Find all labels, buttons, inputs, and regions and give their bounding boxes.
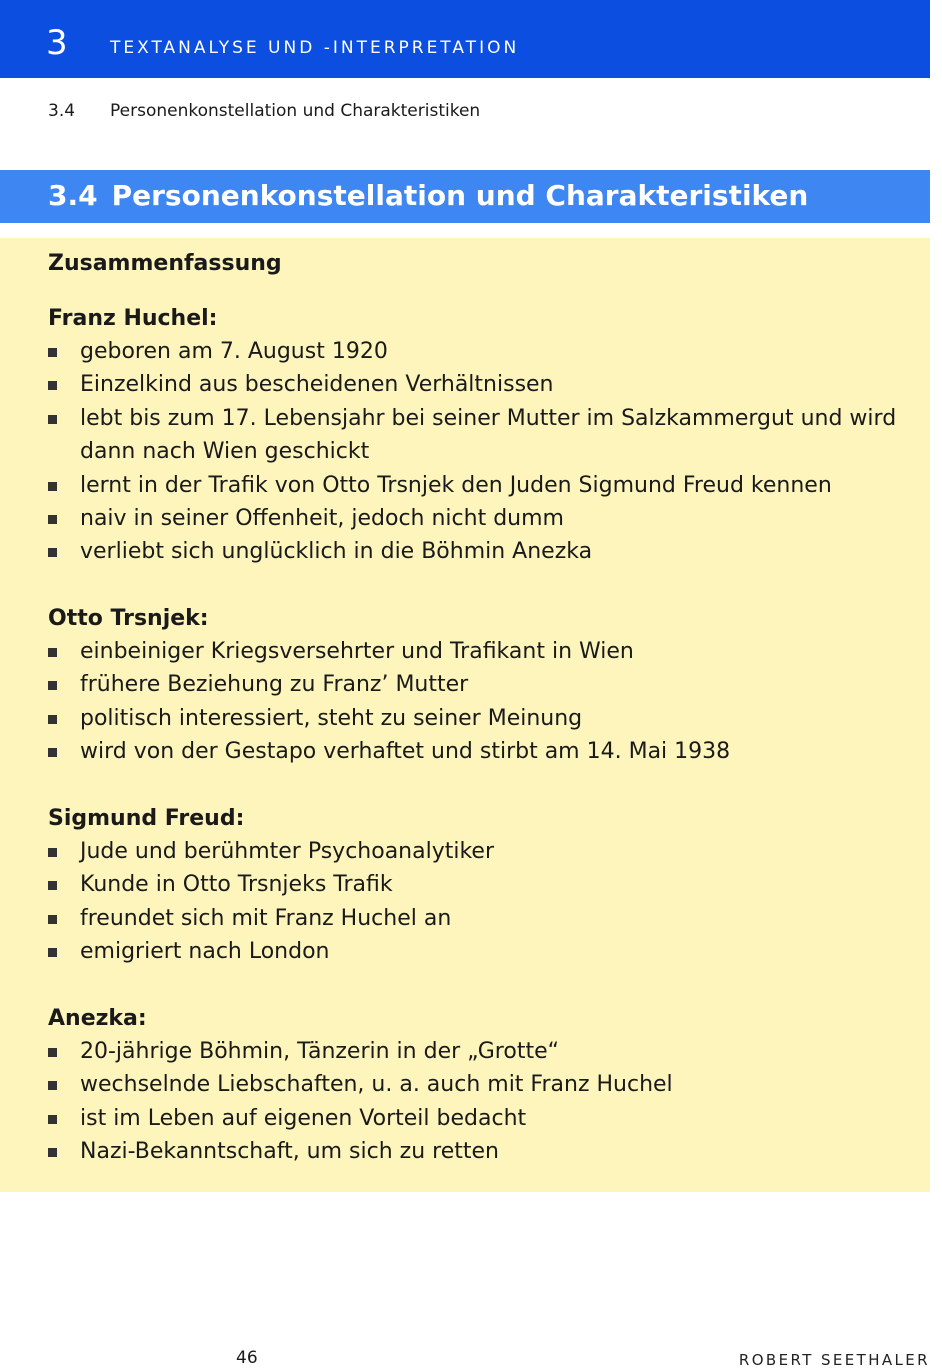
bullet-square-icon: [48, 881, 57, 890]
list-item: [48, 1068, 912, 1101]
list-item-text: Kunde in Otto Trsnjeks Trafik: [80, 872, 393, 898]
list-item-text: lebt bis zum 17. Lebensjahr bei seiner Mutter im Salzkammergut und wird dann nach Wien geschickt: [80, 405, 897, 465]
list-item-text: politisch interessiert, steht zu seiner Meinung: [80, 705, 583, 731]
list-item: [48, 469, 912, 502]
bullet-square-icon: [48, 415, 57, 424]
list-item: [48, 935, 912, 968]
list-item: [48, 735, 912, 768]
list-item: [48, 1035, 912, 1068]
bullet-square-icon: [48, 681, 57, 690]
bullet-square-icon: [48, 381, 57, 390]
bullet-list-sigmund-freud: [48, 835, 912, 969]
person-heading-otto-trsnjek: Otto Trsnjek:: [48, 606, 209, 631]
list-item: [48, 835, 912, 868]
list-item: [48, 402, 912, 469]
person-heading-franz-huchel: Franz Huchel:: [48, 306, 218, 331]
list-item-text: Nazi-Bekanntschaft, um sich zu retten: [80, 1139, 499, 1165]
list-item-text: ist im Leben auf eigenen Vorteil bedacht: [80, 1105, 527, 1131]
list-item-text: verliebt sich unglücklich in die Böhmin Anezka: [80, 539, 593, 565]
list-item: [48, 635, 912, 668]
list-item: [48, 1102, 912, 1135]
list-item-text: Einzelkind aus bescheidenen Verhältnissen: [80, 372, 554, 398]
list-item: [48, 668, 912, 701]
person-heading-sigmund-freud: Sigmund Freud:: [48, 806, 245, 831]
bullet-square-icon: [48, 482, 57, 491]
running-head-number: 3.4: [48, 101, 76, 121]
list-item-text: geboren am 7. August 1920: [80, 339, 388, 364]
list-item: [48, 535, 912, 568]
bullet-square-icon: [48, 515, 57, 524]
bullet-square-icon: [48, 1048, 57, 1057]
bullet-square-icon: [48, 1115, 57, 1124]
list-item-text: frühere Beziehung zu Franz’ Mutter: [80, 672, 469, 698]
bullet-list-franz-huchel: [48, 335, 912, 569]
bullet-square-icon: [48, 715, 57, 724]
list-item: [48, 368, 912, 401]
section-number: 3.4: [48, 179, 98, 212]
bullet-square-icon: [48, 848, 57, 857]
author-name: ROBERT SEETHALER: [738, 1351, 930, 1368]
bullet-square-icon: [48, 548, 57, 557]
list-item-text: naiv in seiner Offenheit, jedoch nicht dumm: [80, 506, 564, 532]
list-item-text: emigriert nach London: [80, 939, 330, 965]
list-item: [48, 502, 912, 535]
page-number: 46: [236, 1348, 258, 1368]
list-item-text: wird von der Gestapo verhaftet und stirbt am 14. Mai 1938: [80, 739, 731, 765]
list-item: [48, 902, 912, 935]
bullet-square-icon: [48, 948, 57, 957]
running-head-title: Personenkonstellation und Charakteristiken: [110, 101, 481, 121]
list-item: [48, 702, 912, 735]
bullet-square-icon: [48, 748, 57, 757]
bullet-square-icon: [48, 915, 57, 924]
bullet-square-icon: [48, 648, 57, 657]
bullet-list-otto-trsnjek: [48, 635, 912, 769]
bullet-square-icon: [48, 1148, 57, 1157]
section-title: [48, 180, 808, 212]
list-item-text: lernt in der Trafik von Otto Trsnjek den Juden Sigmund Freud kennen: [80, 472, 832, 498]
list-item-text: 20-jährige Böhmin, Tänzerin in der „Grotte“: [80, 1039, 560, 1064]
list-item: [48, 868, 912, 901]
list-item-text: Jude und berühmter Psychoanalytiker: [80, 839, 495, 864]
list-item: [48, 1135, 912, 1168]
summary-heading: Zusammenfassung: [48, 251, 282, 276]
chapter-number: 3: [46, 23, 68, 63]
list-item-text: freundet sich mit Franz Huchel an: [80, 905, 452, 931]
bullet-square-icon: [48, 348, 57, 357]
bullet-square-icon: [48, 1081, 57, 1090]
person-heading-anezka: Anezka:: [48, 1006, 147, 1031]
list-item-text: wechselnde Liebschaften, u. a. auch mit Franz Huchel: [80, 1072, 673, 1098]
list-item-text: einbeiniger Kriegsversehrter und Trafikant in Wien: [80, 639, 634, 664]
section-title-text: Personenkonstellation und Charakteristiken: [111, 179, 809, 212]
running-head: [48, 100, 480, 122]
chapter-title: TEXTANALYSE UND -INTERPRETATION: [110, 38, 520, 58]
bullet-list-anezka: [48, 1035, 912, 1169]
list-item: [48, 335, 912, 368]
